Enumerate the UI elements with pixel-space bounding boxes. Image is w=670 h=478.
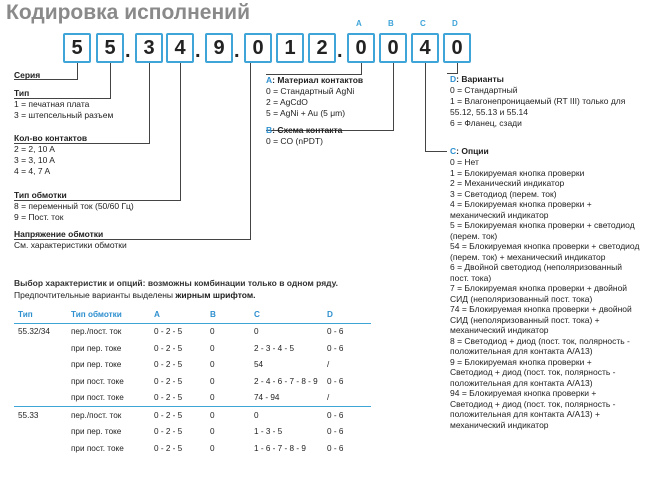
code-letter-d: D [452, 19, 458, 28]
table-cell [14, 440, 67, 457]
option-line: 0 = Нет [450, 157, 479, 167]
option-line: 2 = Механический индикатор [450, 178, 565, 188]
code-digit: 4 [166, 33, 194, 63]
page-title: Кодировка исполнений [6, 1, 250, 24]
code-digit: 5 [96, 33, 124, 63]
table-cell: 0 - 6 [327, 427, 344, 437]
table-cell: 0 [210, 327, 215, 337]
code-digit: 9 [205, 33, 233, 63]
code-letter-b: B [388, 19, 394, 28]
table-cell [14, 424, 67, 441]
table-cell: 0 - 6 [327, 376, 344, 386]
contacts-heading: Кол-во контактов [14, 133, 88, 143]
table-cell: 74 - 94 [254, 393, 280, 403]
table-row [14, 390, 371, 407]
option-line: 54 = Блокируемая кнопка проверки + светодиод [450, 241, 640, 251]
table-cell: / [327, 393, 330, 403]
code-digit: 1 [276, 33, 304, 63]
table-cell: 0 - 6 [327, 327, 344, 337]
table-row [14, 424, 371, 441]
option-line: Светодиод + диод (пост. ток, полярность - [450, 367, 616, 377]
table-header-row [14, 306, 371, 323]
code-digit-d: 0 [443, 33, 471, 63]
series-heading: Серия [14, 70, 41, 80]
scheme-line: 0 = CO (nPDT) [266, 136, 323, 146]
table-cell: 0 - 2 - 5 [154, 393, 183, 403]
option-line: 8 = Светодиод + диод (пост. ток, полярность - [450, 335, 630, 346]
table-cell: 55.32/34 [18, 327, 50, 337]
scheme-heading: B: Схема контакта [266, 125, 343, 135]
table-cell: пер./пост. ток [67, 407, 150, 424]
table-cell: 0 [210, 343, 215, 353]
selection-preferred-note: Предпочтительные варианты выделены жирным шрифтом. [14, 290, 256, 300]
variants-heading: D: Варианты [450, 74, 504, 84]
selection-note: Выбор характеристик и опций: возможны комбинации только в одном ряду. [14, 278, 339, 288]
option-line: положительная для контакта А/А13) [450, 377, 593, 388]
option-line: 74 = Блокируемая кнопка проверки + двойной [450, 304, 632, 314]
table-cell: при пост. токе [71, 376, 124, 386]
option-line: (перем. ток) [450, 230, 498, 241]
code-separator: . [337, 40, 343, 62]
table-cell: 0 - 2 - 5 [154, 343, 183, 353]
table-cell: 0 - 6 [327, 343, 344, 353]
material-heading: A: Материал контактов [266, 75, 364, 85]
option-line: положительная для контакта А/А13) [450, 346, 593, 356]
options-list [450, 157, 639, 430]
col-header: D [323, 306, 371, 323]
table-cell: 0 - 2 - 5 [154, 427, 183, 437]
col-header: A [150, 306, 206, 323]
option-line: Светодиод + диод (пост. ток, полярность - [450, 398, 616, 409]
variants-line: 6 = Фланец, сзади [450, 118, 522, 128]
coil-line: 8 = переменный ток (50/60 Гц) [14, 201, 134, 211]
material-line: 0 = Стандартный AgNi [266, 86, 355, 96]
table-cell: 0 [210, 360, 215, 370]
table-cell: 0 [210, 443, 215, 453]
contacts-line: 2 = 2, 10 A [14, 144, 55, 154]
table-row [14, 357, 371, 374]
option-line: 1 = Блокируемая кнопка проверки [450, 167, 585, 178]
code-digit: 0 [244, 33, 272, 63]
type-heading: Тип [14, 88, 30, 98]
table-cell: 0 - 2 - 5 [154, 443, 183, 453]
table-row [14, 407, 371, 424]
table-cell: 0 - 2 - 5 [150, 407, 206, 424]
option-line: 7 = Блокируемая кнопка проверки + двойной [450, 283, 628, 293]
code-separator: . [195, 40, 201, 62]
option-line: 6 = Двойной светодиод (неполяризованный [450, 262, 622, 272]
coil-line: 9 = Пост. ток [14, 212, 64, 222]
code-digit-a: 0 [347, 33, 375, 63]
coil-heading: Тип обмотки [14, 190, 67, 200]
table-cell: при пост. токе [71, 393, 124, 403]
option-line: 4 = Блокируемая кнопка проверки + [450, 199, 592, 209]
table-cell: 55.33 [14, 407, 67, 424]
option-line: механический индикатор [450, 325, 549, 335]
table-cell: при пер. токе [71, 343, 122, 353]
variants-line: 55.12, 55.13 и 55.14 [450, 107, 529, 117]
table-cell: 0 - 6 [327, 443, 344, 453]
table-cell: 0 [210, 376, 215, 386]
option-line: механический индикатор [450, 209, 549, 220]
table-cell: пер./пост. ток [71, 327, 122, 337]
voltage-line: См. характеристики обмотки [14, 240, 127, 250]
table-cell: 0 [210, 393, 215, 403]
table-row [14, 340, 371, 357]
col-header: Тип [14, 306, 67, 323]
variants-line: 1 = Влагонепроницаемый (RT III) только для [450, 96, 626, 106]
table-row [14, 373, 371, 390]
table-cell [14, 390, 67, 407]
col-header: C [250, 306, 323, 323]
table-cell: 2 - 3 - 4 - 5 [254, 343, 295, 353]
option-line: 5 = Блокируемая кнопка проверки + светодиод [450, 220, 635, 230]
contacts-line: 3 = 3, 10 A [14, 155, 55, 165]
type-line: 1 = печатная плата [14, 99, 90, 109]
type-line: 3 = штепсельный разъем [14, 110, 114, 120]
option-line: 94 = Блокируемая кнопка проверки + [450, 388, 597, 398]
table-cell: при пост. токе [71, 443, 124, 453]
code-digit: 3 [135, 33, 163, 63]
code-digit-b: 0 [379, 33, 407, 63]
col-header: B [206, 306, 250, 323]
table-cell: 2 - 4 - 6 - 7 - 8 - 9 [254, 376, 318, 386]
code-digit: 5 [63, 33, 91, 63]
code-digit-c: 4 [411, 33, 439, 63]
options-heading: C: Опции [450, 146, 489, 156]
voltage-heading: Напряжение обмотки [14, 229, 104, 239]
table-cell: 0 - 6 [323, 407, 371, 424]
material-line: 5 = AgNi + Au (5 μm) [266, 108, 346, 118]
table-cell [14, 357, 67, 374]
table-cell: 1 - 6 - 7 - 8 - 9 [254, 443, 306, 453]
table-cell: при пер. токе [71, 360, 122, 370]
table-cell: 0 [206, 407, 250, 424]
option-line: СИД (неполяризованный пост. тока) + [450, 314, 600, 325]
table-cell: 0 [250, 407, 323, 424]
table-row [14, 440, 371, 457]
col-header: Тип обмотки [67, 306, 150, 323]
table-cell: 0 - 2 - 5 [154, 327, 183, 337]
option-line: 3 = Светодиод (перем. ток) [450, 188, 557, 199]
table-cell: 0 - 2 - 5 [154, 376, 183, 386]
code-letter-a: A [356, 19, 362, 28]
code-separator: . [234, 40, 240, 62]
table-cell [14, 340, 67, 357]
option-line: пост. тока) [450, 272, 492, 283]
table-cell: 1 - 3 - 5 [254, 427, 283, 437]
variants-line: 0 = Стандартный [450, 85, 518, 95]
selection-table [14, 306, 371, 457]
table-row [14, 323, 371, 340]
table-cell: 0 [254, 327, 259, 337]
option-line: механический индикатор [450, 419, 549, 430]
code-digit: 2 [308, 33, 336, 63]
table-cell: 0 - 2 - 5 [154, 360, 183, 370]
code-letter-c: C [420, 19, 426, 28]
material-line: 2 = AgCdO [266, 97, 308, 107]
table-cell: / [327, 360, 330, 370]
option-line: (перем. ток) + механический индикатор [450, 251, 606, 262]
code-separator: . [125, 40, 131, 62]
table-cell [14, 373, 67, 390]
table-cell: 54 [254, 360, 264, 370]
option-line: положительная для контакта А/А13) + [450, 409, 600, 419]
option-line: 9 = Блокируемая кнопка проверки + [450, 356, 592, 367]
table-cell: при пер. токе [71, 427, 122, 437]
table-cell: 0 [210, 427, 215, 437]
contacts-line: 4 = 4, 7 A [14, 166, 51, 176]
option-line: СИД (неполяризованный пост. тока) [450, 293, 593, 304]
